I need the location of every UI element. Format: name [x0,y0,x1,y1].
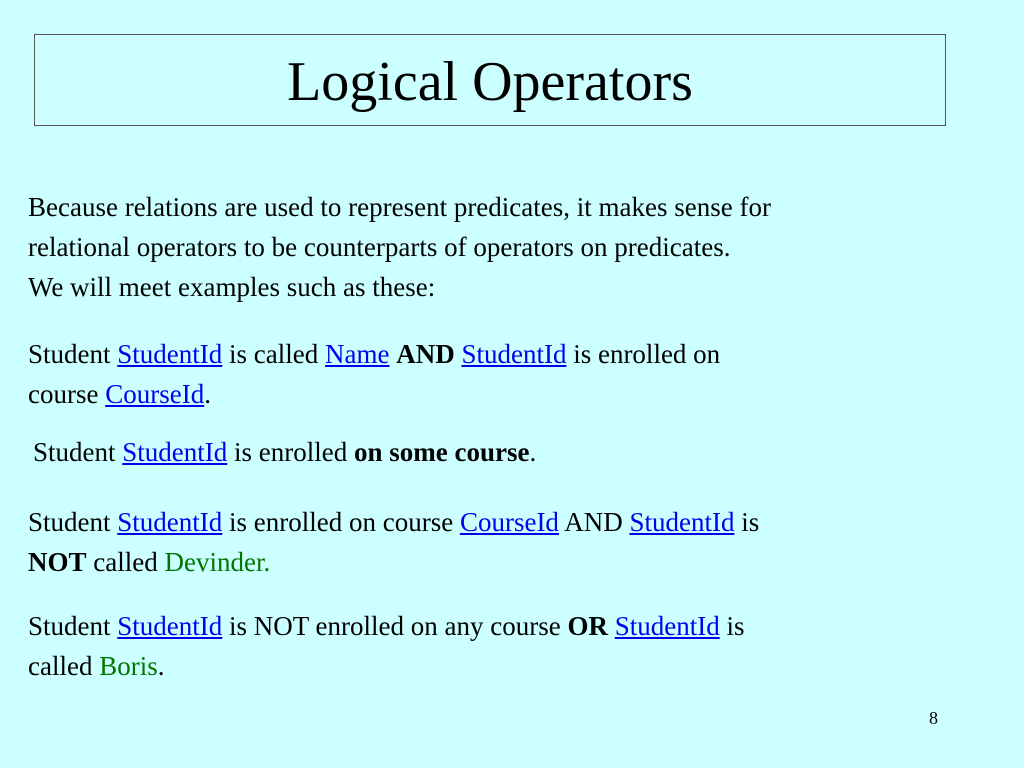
example-2-text: . [529,437,537,467]
example-4-text: Student [28,611,118,641]
studentid-link[interactable]: StudentId [629,507,735,537]
studentid-link[interactable]: StudentId [122,437,228,467]
example-4-text: called [28,651,100,681]
example-1-text: Student [28,339,118,369]
and-operator: AND [396,339,455,369]
example-3 [28,502,988,582]
courseid-link[interactable]: CourseId [105,379,205,409]
example-3-text: is [734,507,760,537]
example-4-text [608,611,615,641]
example-4 [28,606,988,686]
courseid-link[interactable]: CourseId [459,507,559,537]
intro-paragraph [28,187,988,307]
example-4-text: is NOT enrolled on any course [222,611,568,641]
example-1-text: is called [222,339,325,369]
example-4-text: . [157,651,165,681]
example-3-text: is enrolled on course [222,507,460,537]
devinder-value: Devinder [164,547,264,577]
studentid-link[interactable]: StudentId [117,611,223,641]
example-3-text: AND [558,507,630,537]
example-2 [33,432,993,472]
not-operator: NOT [28,547,87,577]
name-link[interactable]: Name [324,339,390,369]
example-2-text: Student [33,437,123,467]
intro-line-3: We will meet examples such as these: [28,272,436,302]
example-3-text: called [86,547,165,577]
intro-line-1: Because relations are used to represent predicates, it makes sense for [28,192,771,222]
on-some-course-emphasis: on some course [354,437,530,467]
boris-value: Boris [99,651,158,681]
studentid-link[interactable]: StudentId [117,507,223,537]
or-operator: OR [567,611,608,641]
studentid-link[interactable]: StudentId [614,611,720,641]
example-3-text: Student [28,507,118,537]
slide-title: Logical Operators [287,51,693,113]
title-box [34,34,946,126]
intro-line-2: relational operators to be counterparts of operators on predicates. [28,232,731,262]
example-3-period: . [263,547,271,577]
example-1-text: is enrolled on [566,339,721,369]
studentid-link[interactable]: StudentId [117,339,223,369]
example-2-text: is enrolled [227,437,354,467]
example-1-text: course [28,379,106,409]
example-4-text: is [719,611,745,641]
page-number: 8 [929,708,938,728]
example-1-text: . [204,379,211,409]
studentid-link[interactable]: StudentId [461,339,567,369]
example-1 [28,334,988,414]
